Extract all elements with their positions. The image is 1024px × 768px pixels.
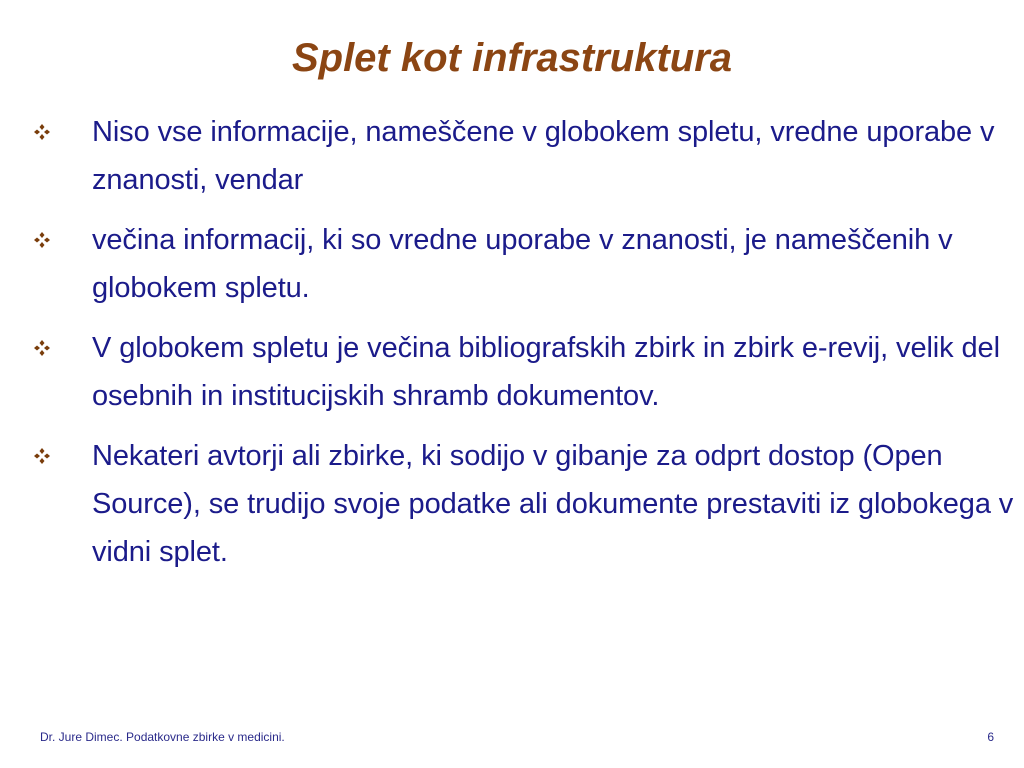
- bullet-text: Nekateri avtorji ali zbirke, ki sodijo v gibanje za odprt dostop (Open Source), se trudijo svoje podatke ali dokumente prestaviti iz globokega v vidni splet.: [92, 440, 1014, 568]
- bullet-text: Niso vse informacije, nameščene v globokem spletu, vredne uporabe v znanosti, vendar: [92, 116, 995, 196]
- four-diamond-bullet-icon: [30, 216, 92, 264]
- bullet-item: [30, 108, 1015, 204]
- slide-title: Splet kot infrastruktura: [291, 36, 733, 80]
- bullet-item: [30, 432, 1015, 576]
- four-diamond-bullet-icon: [30, 324, 92, 372]
- four-diamond-bullet-icon: [30, 432, 92, 480]
- bullet-item: [30, 216, 1015, 312]
- page-number: 6: [987, 730, 994, 744]
- bullet-list: [30, 108, 1015, 588]
- four-diamond-bullet-icon: [30, 108, 92, 156]
- bullet-item: [30, 324, 1015, 420]
- footer-author: Dr. Jure Dimec. Podatkovne zbirke v medicini.: [40, 730, 285, 744]
- bullet-text: večina informacij, ki so vredne uporabe v znanosti, je nameščenih v globokem spletu.: [92, 224, 953, 304]
- bullet-text: V globokem spletu je večina bibliografskih zbirk in zbirk e-revij, velik del osebnih in institucijskih shramb dokumentov.: [92, 332, 1000, 412]
